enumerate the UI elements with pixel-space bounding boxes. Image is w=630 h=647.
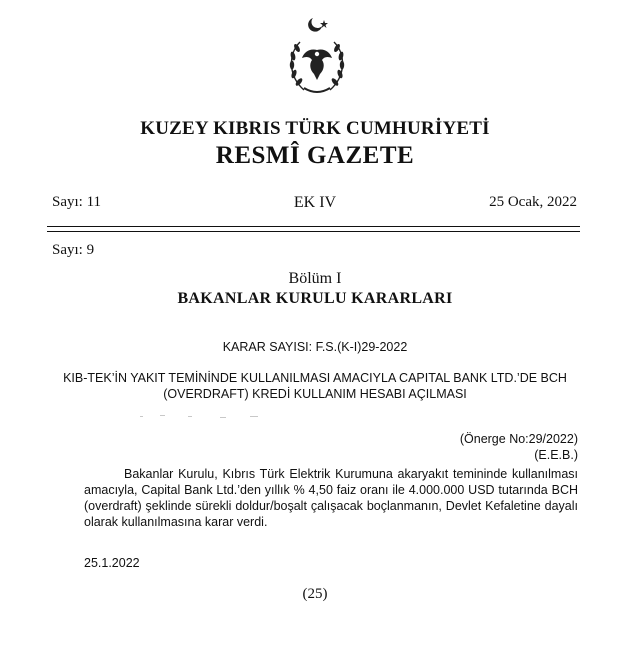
proposal-reference	[460, 431, 578, 463]
page-number: (25)	[302, 586, 328, 602]
section-title: BAKANLAR KURULU KARARLARI	[177, 290, 453, 307]
annex-label: EK IV	[293, 194, 337, 211]
issue-number: Sayı: 11	[52, 194, 102, 210]
scan-smudge	[140, 407, 270, 413]
proposal-number: (Önerge No:29/2022)	[459, 432, 578, 446]
issue-date: 25 Ocak, 2022	[489, 194, 577, 210]
decision-body: Bakanlar Kurulu, Kıbrıs Türk Elektrik Kurumuna akaryakıt temininde kullanılması amacıyla, Capital Bank Ltd.’den yıllık % 4,50 faiz oranı ile 4.000.000 USD tutarında BCH (overdraft) şeklinde sürekli doldur/boşalt çalışacak boçlanmanın, Devlet Kefaletine dayalı olarak kullanılmasına karar verdi.	[84, 467, 578, 529]
decision-date: 25.1.2022	[84, 556, 140, 570]
state-emblem	[280, 14, 354, 98]
header-divider-thick	[47, 226, 580, 227]
sub-issue-number: Sayı: 9	[52, 242, 95, 258]
header-divider-thin	[47, 231, 580, 232]
proposal-ministry: (E.E.B.)	[534, 448, 578, 462]
newspaper-state-title: KUZEY KIBRIS TÜRK CUMHURİYETİ	[140, 118, 490, 139]
newspaper-name: RESMÎ GAZETE	[215, 142, 415, 169]
decision-subject: KIB-TEK’İN YAKIT TEMİNİNDE KULLANILMASI AMACIYLA CAPITAL BANK LTD.’DE BCH (OVERDRAFT) KREDİ KULLANIM HESABI AÇILMASI	[63, 371, 567, 401]
part-label: Bölüm I	[288, 270, 342, 287]
decision-number: KARAR SAYISI: F.S.(K-I)29-2022	[222, 340, 408, 354]
